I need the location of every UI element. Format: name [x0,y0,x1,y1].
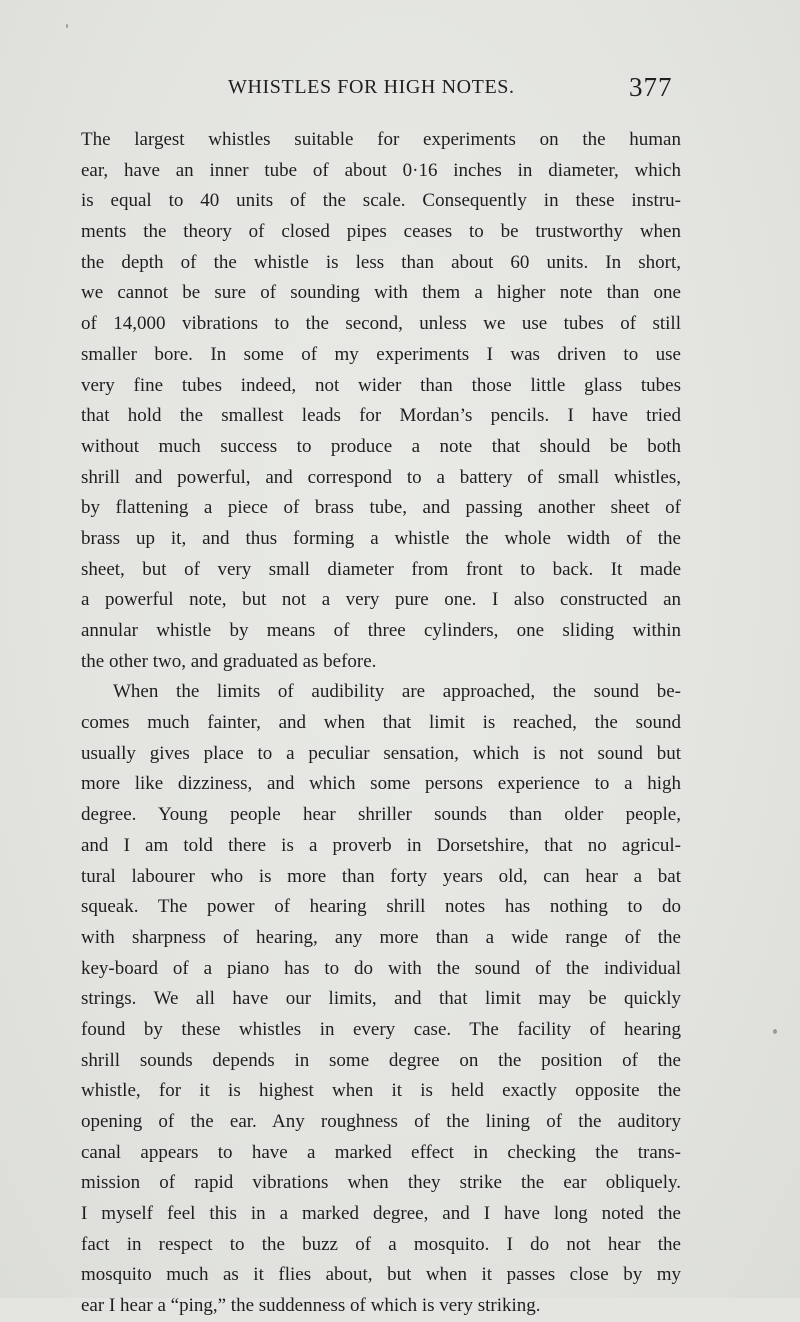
text-line: fact in respect to the buzz of a mosquito. I do not hear the [81,1233,681,1255]
paragraph-2 [81,677,681,1321]
text-line: with sharpness of hearing, any more than a wide range of the [81,926,681,948]
text-line: is equal to 40 units of the scale. Consequently in these instru- [81,190,681,212]
text-line: comes much fainter, and when that limit is reached, the sound [81,712,681,734]
text-line: strings. We all have our limits, and that limit may be quickly [81,988,681,1010]
text-line: of 14,000 vibrations to the second, unless we use tubes of still [81,313,681,335]
paper-speck [66,24,68,28]
text-line: The largest whistles suitable for experiments on the human [81,129,681,150]
text-line: opening of the ear. Any roughness of the lining of the auditory [81,1111,681,1132]
text-line: ear I hear a “ping,” the suddenness of which is very striking. [81,1295,541,1317]
text-line: I myself feel this in a marked degree, and I have long noted the [81,1203,681,1225]
text-line: sheet, but of very small diameter from front to back. It made [81,558,681,580]
text-line: shrill and powerful, and correspond to a battery of small whistles, [81,466,681,488]
text-line: very fine tubes indeed, not wider than those little glass tubes [81,374,681,396]
page-number: 377 [629,72,673,102]
text-line: ear, have an inner tube of about 0·16 inches in diameter, which [81,159,681,181]
text-line: usually gives place to a peculiar sensation, which is not sound but [81,742,681,764]
text-line: key-board of a piano has to do with the sound of the individual [81,957,681,979]
text-line: more like dizziness, and which some persons experience to a high [81,773,681,795]
text-line: a powerful note, but not a very pure one. I also constructed an [81,589,681,611]
text-line: canal appears to have a marked effect in checking the trans- [81,1141,681,1163]
text-line: When the limits of audibility are approached, the sound be- [113,681,681,703]
text-line: mission of rapid vibrations when they strike the ear obliquely. [81,1172,681,1194]
paper-speck [773,1029,777,1034]
paragraph-1 [81,125,681,677]
text-line: and I am told there is a proverb in Dorsetshire, that no agricul- [81,834,681,856]
text-line: ments the theory of closed pipes ceases to be trustworthy when [81,221,681,243]
text-line: whistle, for it is highest when it is held exactly opposite the [81,1080,681,1102]
text-line: annular whistle by means of three cylinders, one sliding within [81,620,681,641]
text-line: mosquito much as it flies about, but when it passes close by my [81,1264,681,1286]
text-line: by flattening a piece of brass tube, and passing another sheet of [81,497,681,519]
text-line: the depth of the whistle is less than about 60 units. In short, [81,251,681,273]
text-line: without much success to produce a note that should be both [81,435,681,457]
text-line: squeak. The power of hearing shrill notes has nothing to do [81,896,681,918]
text-line: that hold the smallest leads for Mordan’s pencils. I have tried [81,405,681,427]
text-line: smaller bore. In some of my experiments I was driven to use [81,343,681,365]
running-header [0,72,800,108]
text-line: we cannot be sure of sounding with them a higher note than one [81,282,681,304]
body-text [81,125,681,1322]
text-line: tural labourer who is more than forty years old, can hear a bat [81,865,681,887]
text-line: degree. Young people hear shriller sounds than older people, [81,804,681,826]
running-title: WHISTLES FOR HIGH NOTES. [228,76,515,98]
text-line: shrill sounds depends in some degree on the position of the [81,1049,681,1071]
text-line: brass up it, and thus forming a whistle the whole width of the [81,527,681,549]
text-line: found by these whistles in every case. The facility of hearing [81,1018,681,1040]
text-line: the other two, and graduated as before. [81,650,377,672]
